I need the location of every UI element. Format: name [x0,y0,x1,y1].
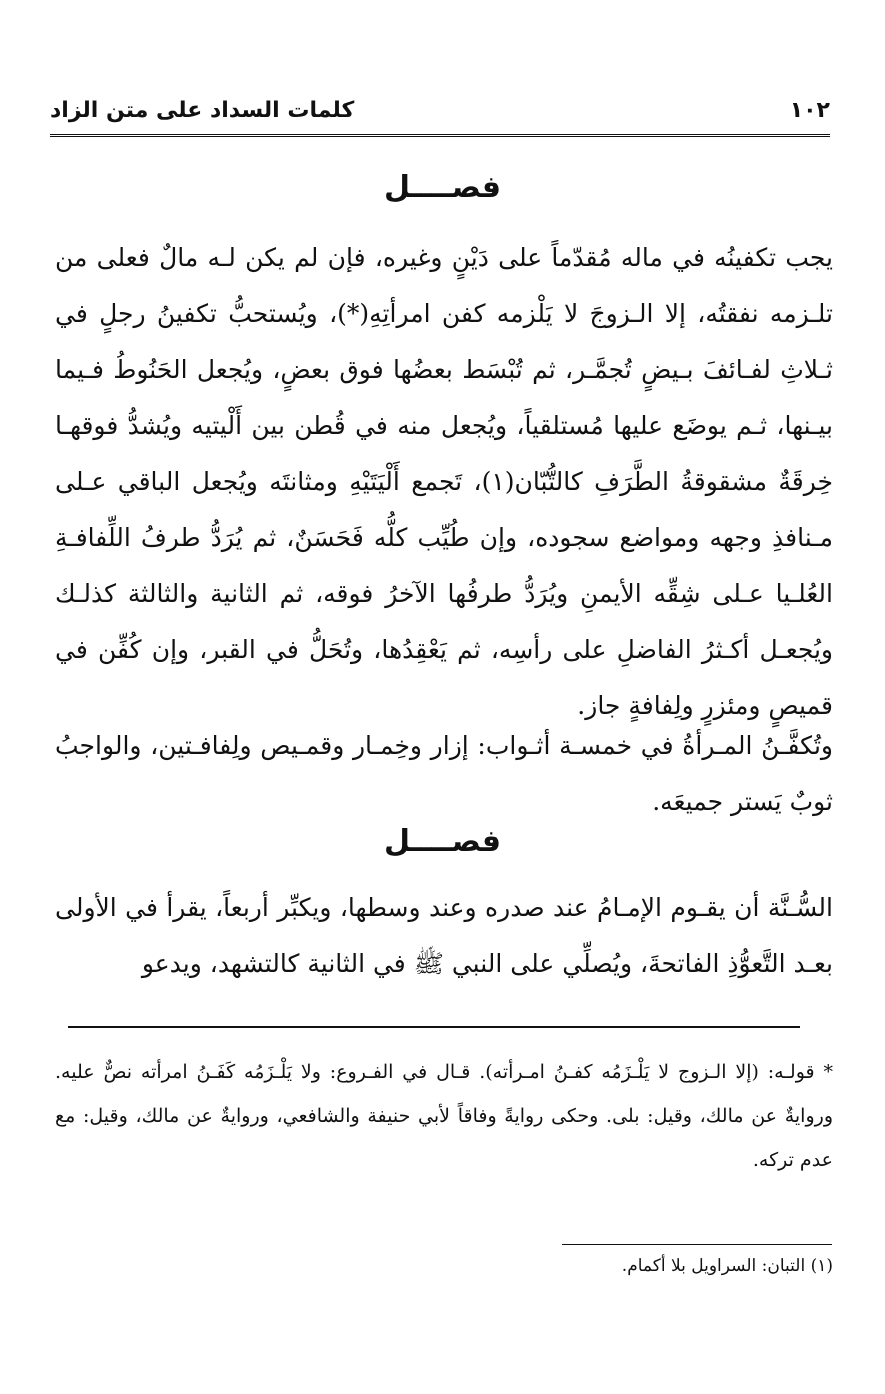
running-title: كلمات السداد على متن الزاد [50,98,355,123]
body-paragraph: السُّـنَّة أن يقـوم الإمـامُ عند صدره وعند وسطها، ويكبِّر أربعاً، يقرأ في الأولى بعـد التَّعوُّذِ الفاتحةَ، ويُصلِّي على النبي ﷺ في الثانية كالتشهد، ويدعو [55,893,833,978]
footnote: (١) التبان: السراويل بلا أكمام. [621,1256,833,1276]
notes-separator-rule [68,1026,800,1028]
section-heading: فصــــل [384,170,501,205]
body-paragraph: يجب تكفينُه في ماله مُقدّماً على دَيْنٍ وغيره، فإن لم يكن لـه مالٌ فعلى من تلـزمه نفقتُه، إلا الـزوجَ لا يَلْزمه كفن امرأتِهِ(*)، ويُستحبُّ تكفينُ رجلٍ في ثـلاثِ لفـائفَ بـيضٍ تُجمَّـر، ثم تُبْسَط بعضُها فوق بعضٍ، ويُجعل الحَنُوطُ فـيما بيـنها، ثـم يوضَع عليها مُستلقياً، ويُجعل منه في قُطن بين أَلْيتيه ويُشدُّ فوقهـا خِرقَةٌ مشقوقةُ الطَّرَفِ كالتُّبّان(١)، تَجمع أَلْيَتَيْهِ ومثانتَه ويُجعل الباقي عـلى مـنافذِ وجهه ومواضع سجوده، وإن طُيِّب كلُّه فَحَسَنٌ، ثم يُرَدُّ طرفُ اللِّفافـةِ العُلـيا عـلى شِقِّه الأيمنِ ويُرَدُّ طرفُها الآخرُ فوقه، ثم الثانية والثالثة كذلـك ويُجعـل أكـثرُ الفاضلِ على رأسِه، ثم يَعْقِدُها، وتُحَلُّ في القبر، وإن كُفِّن في قميصٍ ومئزرٍ ولِفافةٍ جاز. [55,243,833,720]
page-number: ١٠٢ [789,98,830,123]
body-paragraph: وتُكفَّـنُ المـرأةُ في خمسـة أثـواب: إزار وخِمـار وقمـيص ولِفافـتين، والواجبُ ثوبٌ يَستر جميعَه. [55,731,833,816]
page-header [50,94,830,137]
section-heading: فصــــل [384,824,501,859]
annotation-note: * قولـه: (إلا الـزوج لا يَلْـزَمُه كفـنُ امـرأته). قـال في الفـروع: ولا يَلْـزَمُه كَفَـنُ امرأته نصٌّ عليه. وروايةٌ عن مالك، وقيل: بلى. وحكى روايةً وفاقاً لأبي حنيفة والشافعي، وروايةٌ عن مالك، وقيل: مع عدم تركه. [55,1061,833,1171]
footnote-separator-rule [562,1244,832,1245]
